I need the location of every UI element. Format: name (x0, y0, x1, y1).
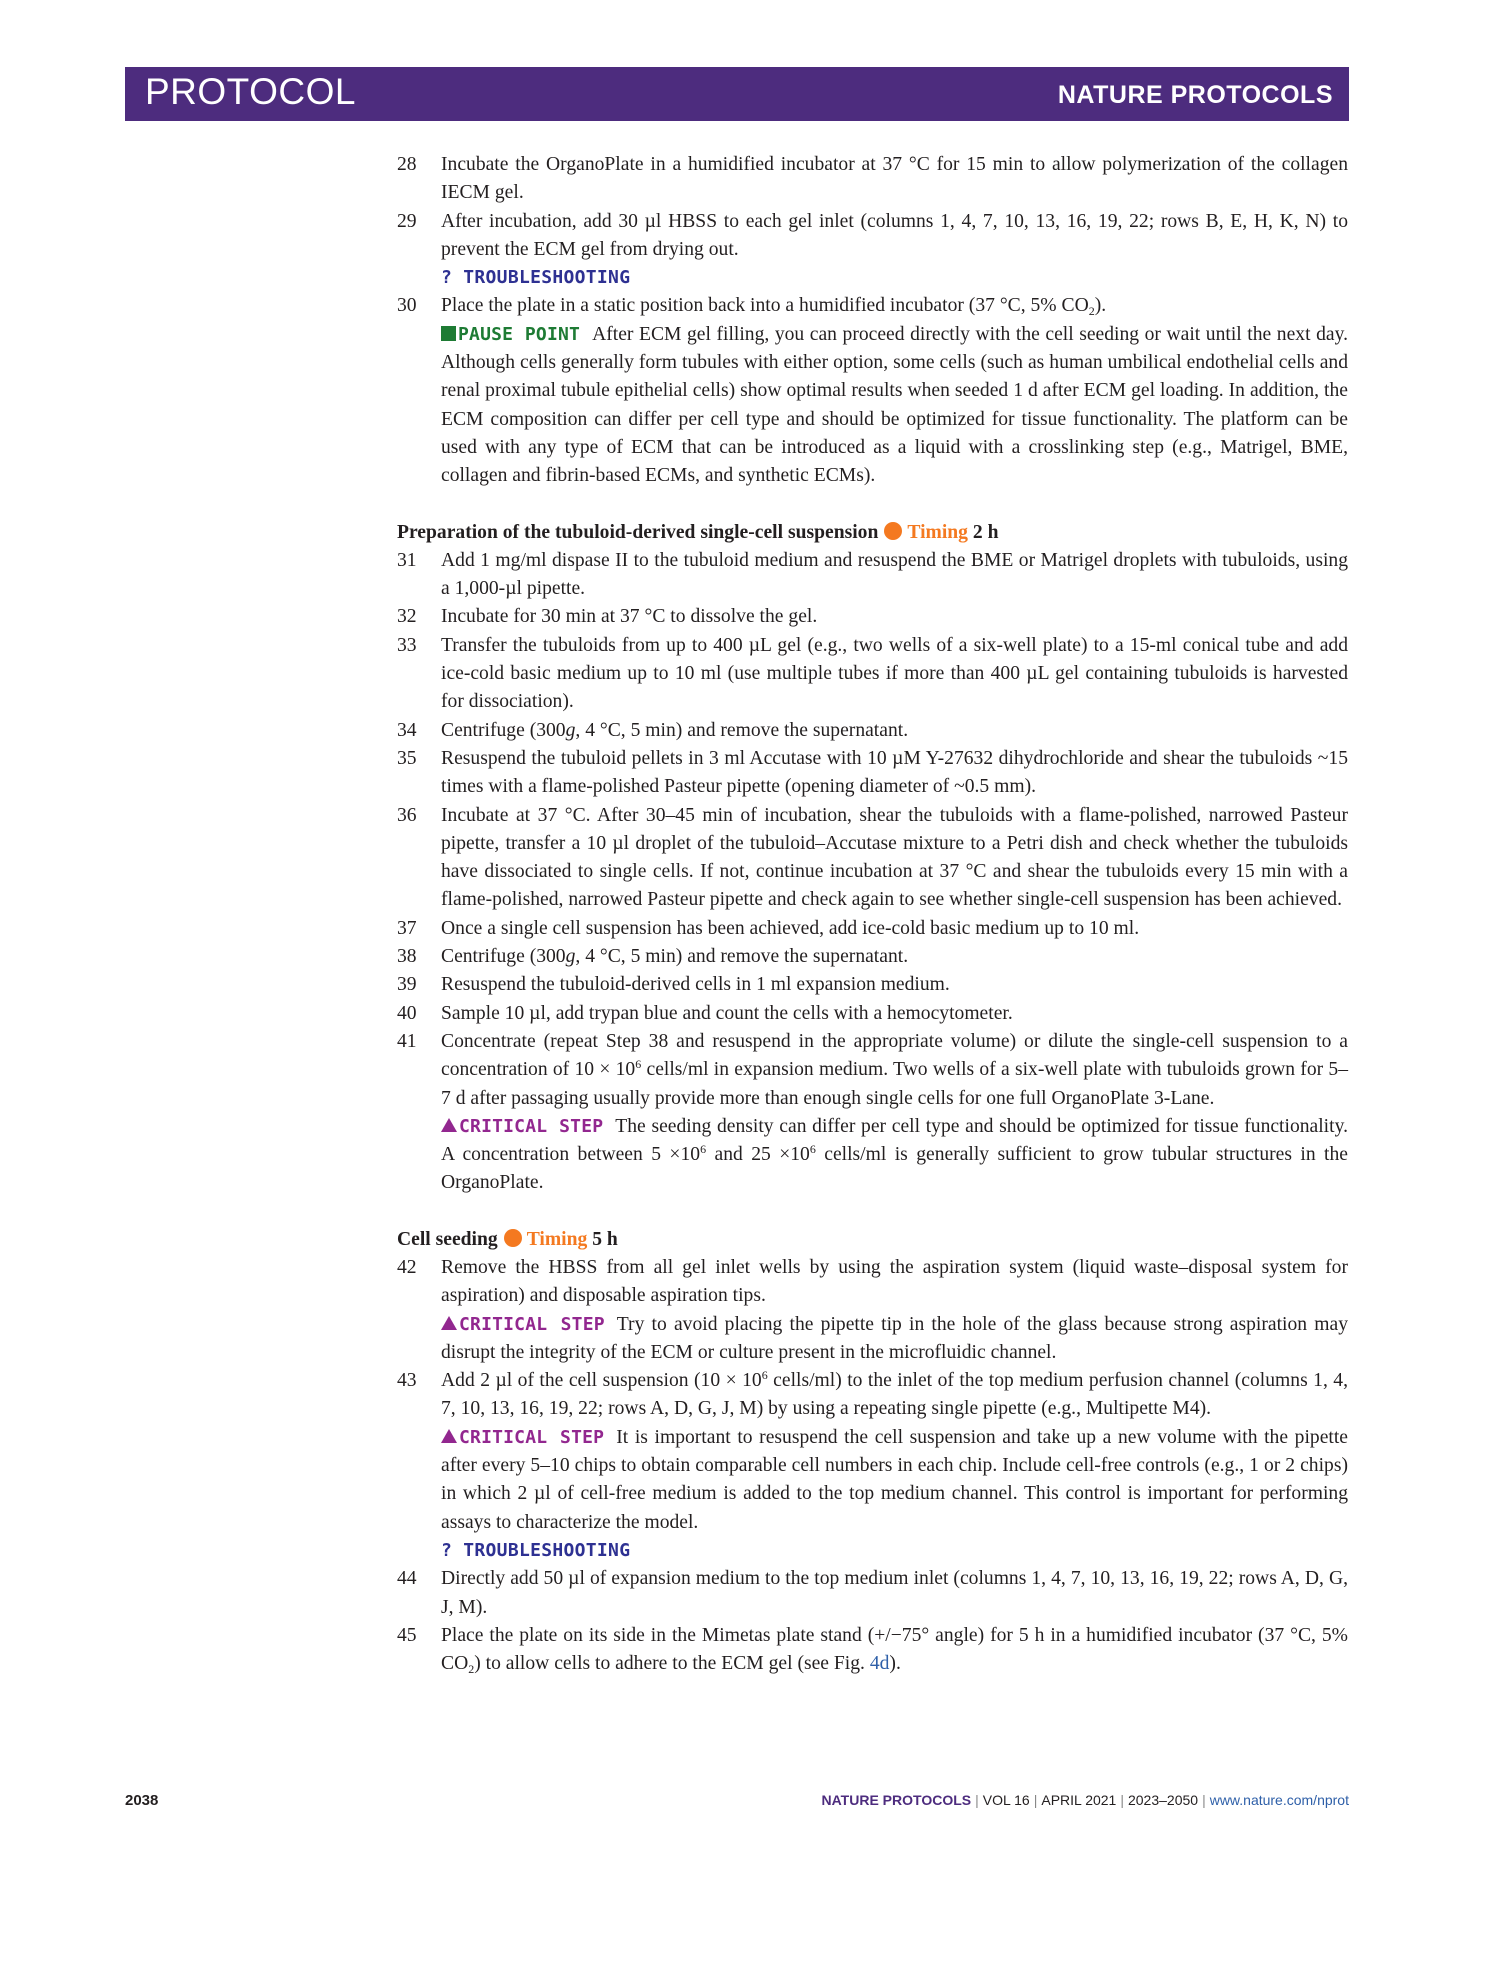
journal-url-link[interactable]: www.nature.com/nprot (1209, 1792, 1349, 1808)
section-heading: Cell seeding Timing 5 h (397, 1228, 618, 1250)
step: 31 Add 1 mg/ml dispase II to the tubuloid medium and resuspend the BME or Matrigel droplets with tubuloids, using a 1,000-µl pipette. (397, 549, 1348, 600)
page-number: 2038 (125, 1792, 159, 1809)
warning-triangle-icon (441, 1118, 457, 1132)
section-heading: Preparation of the tubuloid-derived single-cell suspension Timing 2 h (397, 521, 999, 543)
step: 35 Resuspend the tubuloid pellets in 3 ml Accutase with 10 µM Y-27632 dihydrochloride and shear the tubuloids ~15 times with a flame-polished Pasteur pipette (opening diameter of ~0.5 mm). (397, 747, 1348, 798)
troubleshooting-link[interactable]: ? TROUBLESHOOTING (441, 1539, 631, 1561)
pause-square-icon (441, 326, 456, 341)
step: 41 Concentrate (repeat Step 38 and resuspend in the appropriate volume) or dilute the single-cell suspension to a concentration of $10 \times 10^6$ cells/ml in expansion medium. Two wells of a six-well plate with tubuloids grown for 5–7 d after passaging usually provide more than enough single cells for one full OrganoPlate 3-Lane. CRITICAL STEP The seeding density can differ per cell type and should be optimized for tissue functionality. A concentration between $5 \times 10^6$ and $25 \times 10^6$ cells/ml is generally sufficient to grow tubular structures in the OrganoPlate. (397, 1028, 1348, 1198)
step: 29 After incubation, add 30 µl HBSS to each gel inlet (columns 1, 4, 7, 10, 13, 16, 19, 22; rows B, E, H, K, N) to prevent the ECM gel from drying out. ? TROUBLESHOOTING (397, 208, 1348, 293)
step: 45 Place the plate on its side in the Mimetas plate stand (+/−75° angle) for 5 h in a humidified incubator (37 °C, 5% $CO_2$) to allow cells to adhere to the ECM gel (see Fig. 4d). (397, 1624, 1348, 1677)
section-label: PROTOCOL (145, 71, 356, 112)
critical-step-note: CRITICAL STEP Try to avoid placing the pipette tip in the hole of the glass because strong aspiration may disrupt the integrity of the ECM or culture present in the microfluidic channel. (441, 1313, 1348, 1363)
step: 44 Directly add 50 µl of expansion medium to the top medium inlet (columns 1, 4, 7, 10, 13, 16, 19, 22; rows A, D, G, J, M). (397, 1568, 1348, 1618)
critical-step-note: CRITICAL STEP The seeding density can differ per cell type and should be optimized for tissue functionality. A concentration between $5 \times 10^6$ and $25 \times 10^6$ cells/ml is generally sufficient to grow tubular structures in the OrganoPlate. (441, 1115, 1348, 1194)
timing-clock-icon (504, 1229, 522, 1247)
step: 37 Once a single cell suspension has been achieved, add ice-cold basic medium up to 10 ml. (397, 917, 1140, 939)
troubleshooting-link[interactable]: ? TROUBLESHOOTING (441, 267, 631, 289)
step: 30 Place the plate in a static position back into a humidified incubator (37 °C, 5% $CO_2$). PAUSE POINT After ECM gel filling, you can proceed directly with the cell seeding or wait until the next day. Although cells generally form tubules with either option, some cells (such as human umbilical endothelial cells and renal proximal tubule epithelial cells) show optimal results when seeded 1 d after ECM gel loading. In addition, the ECM composition can differ per cell type and should be optimized for tissue functionality. The platform can be used with any type of ECM that can be introduced as a liquid with a crosslinking step (e.g., Matrigel, BME, collagen and fibrin-based ECMs, and synthetic ECMs). (397, 292, 1348, 490)
step: 42 Remove the HBSS from all gel inlet wells by using the aspiration system (liquid waste–disposal system for aspiration) and disposable aspiration tips. CRITICAL STEP Try to avoid placing the pipette tip in the hole of the glass because strong aspiration may disrupt the integrity of the ECM or culture present in the microfluidic channel. (397, 1254, 1348, 1367)
figure-link[interactable]: 4d (869, 1653, 890, 1675)
page-footer (125, 1792, 1349, 1816)
warning-triangle-icon (441, 1316, 457, 1330)
step: 34 Centrifuge (300g, 4 °C, 5 min) and remove the supernatant. (397, 719, 909, 741)
procedure-body (397, 151, 1348, 1678)
step: 32 Incubate for 30 min at 37 °C to dissolve the gel. (397, 606, 818, 628)
journal-name: NATURE PROTOCOLS (1057, 81, 1333, 109)
warning-triangle-icon (441, 1429, 457, 1443)
step: 28 Incubate the OrganoPlate in a humidified incubator at 37 °C for 15 min to allow polymerization of the collagen IECM gel. (397, 154, 1348, 204)
timing-clock-icon (884, 522, 902, 540)
step: 38 Centrifuge (300g, 4 °C, 5 min) and remove the supernatant. (397, 946, 909, 968)
citation: NATURE PROTOCOLS | VOL 16 | APRIL 2021 | 2023–2050 | www.nature.com/nprot (821, 1792, 1349, 1808)
step: 39 Resuspend the tubuloid-derived cells in 1 ml expansion medium. (397, 974, 950, 996)
step: 40 Sample 10 µl, add trypan blue and count the cells with a hemocytometer. (397, 1002, 1013, 1024)
pause-point-note: PAUSE POINT After ECM gel filling, you can proceed directly with the cell seeding or wait until the next day. Although cells generally form tubules with either option, some cells (such as human umbilical endothelial cells and renal proximal tubule epithelial cells) show optimal results when seeded 1 d after ECM gel loading. In addition, the ECM composition can differ per cell type and should be optimized for tissue functionality. The platform can be used with any type of ECM that can be introduced as a liquid with a crosslinking step (e.g., Matrigel, BME, collagen and fibrin-based ECMs, and synthetic ECMs). (441, 323, 1348, 487)
step: 33 Transfer the tubuloids from up to 400 µL gel (e.g., two wells of a six-well plate) to a 15-ml conical tube and add ice-cold basic medium up to 10 ml (use multiple tubes if more than 400 µL gel containing tubuloids is harvested for dissociation). (397, 634, 1348, 713)
step: 43 Add 2 µl of the cell suspension ($10 \times 10^6$ cells/ml) to the inlet of the top medium perfusion channel (columns 1, 4, 7, 10, 13, 16, 19, 22; rows A, D, G, J, M) by using a repeating single pipette (e.g., Multipette M4). CRITICAL STEP It is important to resuspend the cell suspension and take up a new volume with the pipette after every 5–10 chips to obtain comparable cell numbers in each chip. Include cell-free controls (e.g., 1 or 2 chips) in which 2 µl of cell-free medium is added to the top medium channel. This control is important for performing assays to characterize the model. ? TROUBLESHOOTING (397, 1367, 1348, 1565)
header-banner (125, 67, 1349, 121)
step: 36 Incubate at 37 °C. After 30–45 min of incubation, shear the tubuloids with a flame-polished, narrowed Pasteur pipette, transfer a 10 µl droplet of the tubuloid–Accutase mixture to a Petri dish and check whether the tubuloids have dissociated to single cells. If not, continue incubation at 37 °C and shear the tubuloids every 15 min with a flame-polished, narrowed Pasteur pipette and check again to see whether single-cell suspension has been achieved. (397, 804, 1348, 911)
critical-step-note: CRITICAL STEP It is important to resuspend the cell suspension and take up a new volume with the pipette after every 5–10 chips to obtain comparable cell numbers in each chip. Include cell-free controls (e.g., 1 or 2 chips) in which 2 µl of cell-free medium is added to the top medium channel. This control is important for performing assays to characterize the model. (441, 1426, 1348, 1533)
